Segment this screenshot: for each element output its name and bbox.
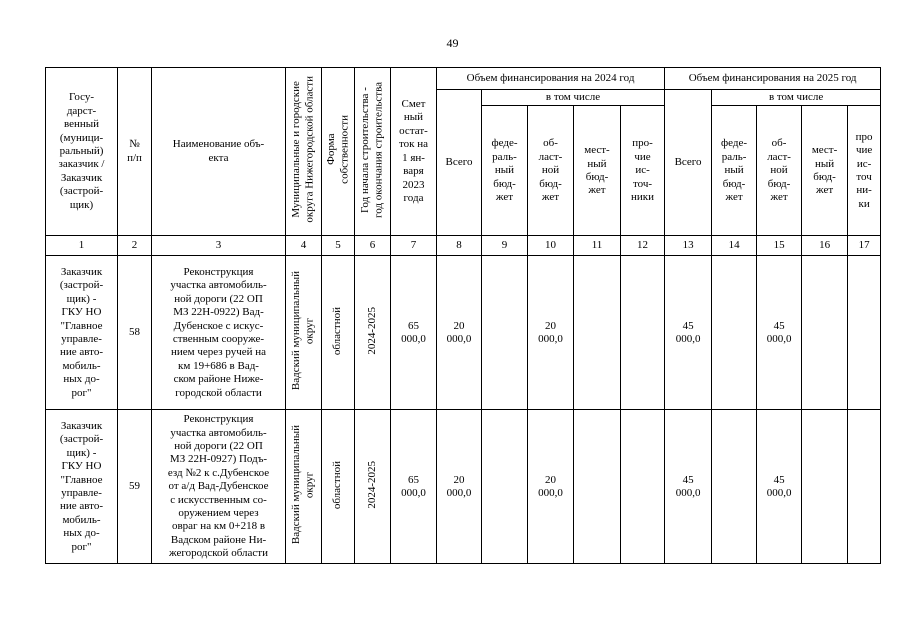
- column-number: 12: [621, 236, 665, 256]
- column-number: 9: [482, 236, 528, 256]
- cell-municipality: Вадский муниципальный округ: [290, 425, 316, 545]
- column-number: 2: [118, 236, 152, 256]
- header-other-2024: про- чие ис- точ- ники: [621, 106, 665, 236]
- cell-municipality: Вадский муниципальный округ: [290, 271, 316, 391]
- header-regional-2024: об- ласт- ной бюд- жет: [528, 106, 574, 236]
- cell-regional-2025: 45 000,0: [757, 410, 802, 564]
- header-years: Год начала строительства - год окончания строительства: [359, 81, 385, 218]
- cell-regional-2025: 45 000,0: [757, 256, 802, 410]
- column-number: 11: [574, 236, 621, 256]
- cell-total-2025: 45 000,0: [665, 410, 712, 564]
- header-municipality: Муниципальные и городские округа Нижегородской области: [290, 76, 316, 223]
- cell-years: 2024-2025: [365, 306, 378, 355]
- header-regional-2025: об- ласт- ной бюд- жет: [757, 106, 802, 236]
- header-fin-2025: Объем финансирования на 2025 год: [665, 68, 881, 90]
- table-row: [46, 410, 881, 564]
- header-federal-2025: феде- раль- ный бюд- жет: [712, 106, 757, 236]
- cell-local-2025: [802, 410, 848, 564]
- cell-years-wrap: [355, 410, 391, 564]
- cell-federal-2025: [712, 410, 757, 564]
- header-row-1: [46, 68, 881, 90]
- table-row: [46, 256, 881, 410]
- cell-num: 59: [118, 410, 152, 564]
- cell-ownership: областной: [331, 460, 344, 509]
- cell-municipality-wrap: [286, 410, 322, 564]
- header-years-cell: [355, 68, 391, 236]
- column-number: 1: [46, 236, 118, 256]
- cell-customer: Заказчик (застрой- щик) - ГКУ НО "Главное управле- ние авто- мобиль- ных до- рог": [46, 256, 118, 410]
- cell-num: 58: [118, 256, 152, 410]
- cell-local-2024: [574, 410, 621, 564]
- cell-estimate: 65 000,0: [391, 410, 437, 564]
- cell-federal-2024: [482, 410, 528, 564]
- header-estimate: Смет ный остат- ток на 1 ян- варя 2023 года: [391, 68, 437, 236]
- column-number: 6: [355, 236, 391, 256]
- column-number: 7: [391, 236, 437, 256]
- column-number-row: [46, 236, 881, 256]
- column-number: 5: [322, 236, 355, 256]
- column-number: 17: [848, 236, 881, 256]
- header-total-2024: Всего: [437, 90, 482, 236]
- cell-total-2024: 20 000,0: [437, 256, 482, 410]
- header-object-name: Наименование объ- екта: [152, 68, 286, 236]
- header-federal-2024: феде- раль- ный бюд- жет: [482, 106, 528, 236]
- cell-estimate: 65 000,0: [391, 256, 437, 410]
- cell-customer: Заказчик (застрой- щик) - ГКУ НО "Главное управле- ние авто- мобиль- ных до- рог": [46, 410, 118, 564]
- header-customer: Госу- дарст- венный (муници- pальный) заказчик / Заказчик (застрой- щик): [46, 68, 118, 236]
- header-ownership-cell: [322, 68, 355, 236]
- header-other-2025: про чие ис- точ ни- ки: [848, 106, 881, 236]
- cell-years-wrap: [355, 256, 391, 410]
- cell-other-2024: [621, 410, 665, 564]
- cell-federal-2024: [482, 256, 528, 410]
- column-number: 16: [802, 236, 848, 256]
- cell-local-2024: [574, 256, 621, 410]
- cell-regional-2024: 20 000,0: [528, 256, 574, 410]
- cell-other-2024: [621, 256, 665, 410]
- column-number: 15: [757, 236, 802, 256]
- column-number: 3: [152, 236, 286, 256]
- column-number: 4: [286, 236, 322, 256]
- column-number: 13: [665, 236, 712, 256]
- header-municipality-cell: [286, 68, 322, 236]
- header-num: № п/п: [118, 68, 152, 236]
- column-number: 10: [528, 236, 574, 256]
- cell-other-2025: [848, 256, 881, 410]
- header-local-2025: мест- ный бюд- жет: [802, 106, 848, 236]
- header-including-2025: в том числе: [712, 90, 881, 106]
- cell-ownership: областной: [331, 306, 344, 355]
- cell-municipality-wrap: [286, 256, 322, 410]
- cell-other-2025: [848, 410, 881, 564]
- cell-local-2025: [802, 256, 848, 410]
- header-fin-2024: Объем финансирования на 2024 год: [437, 68, 665, 90]
- cell-object-name: Реконструкция участка автомобиль- ной дороги (22 ОП МЗ 22Н-0922) Вад- Дубенское с искус- ственным сооруже- нием через ручей на км 19+686 в Вад- ском районе Ниже- городской области: [152, 256, 286, 410]
- cell-ownership-wrap: [322, 410, 355, 564]
- cell-federal-2025: [712, 256, 757, 410]
- cell-regional-2024: 20 000,0: [528, 410, 574, 564]
- cell-object-name: Реконструкция участка автомобиль- ной дороги (22 ОП МЗ 22Н-0927) Подъ- езд №2 к с.Дубенское от а/д Вад-Дубенское с искусственным со- оружением через овраг на км 0+218 в Вадском районе Ни- жегородской области: [152, 410, 286, 564]
- cell-total-2025: 45 000,0: [665, 256, 712, 410]
- header-ownership: Форма собственности: [324, 115, 350, 184]
- header-total-2025: Всего: [665, 90, 712, 236]
- page-number: 49: [446, 36, 459, 50]
- column-number: 8: [437, 236, 482, 256]
- column-number: 14: [712, 236, 757, 256]
- cell-total-2024: 20 000,0: [437, 410, 482, 564]
- header-including-2024: в том числе: [482, 90, 665, 106]
- header-local-2024: мест- ный бюд- жет: [574, 106, 621, 236]
- financing-table: [45, 67, 881, 564]
- cell-years: 2024-2025: [365, 460, 378, 509]
- cell-ownership-wrap: [322, 256, 355, 410]
